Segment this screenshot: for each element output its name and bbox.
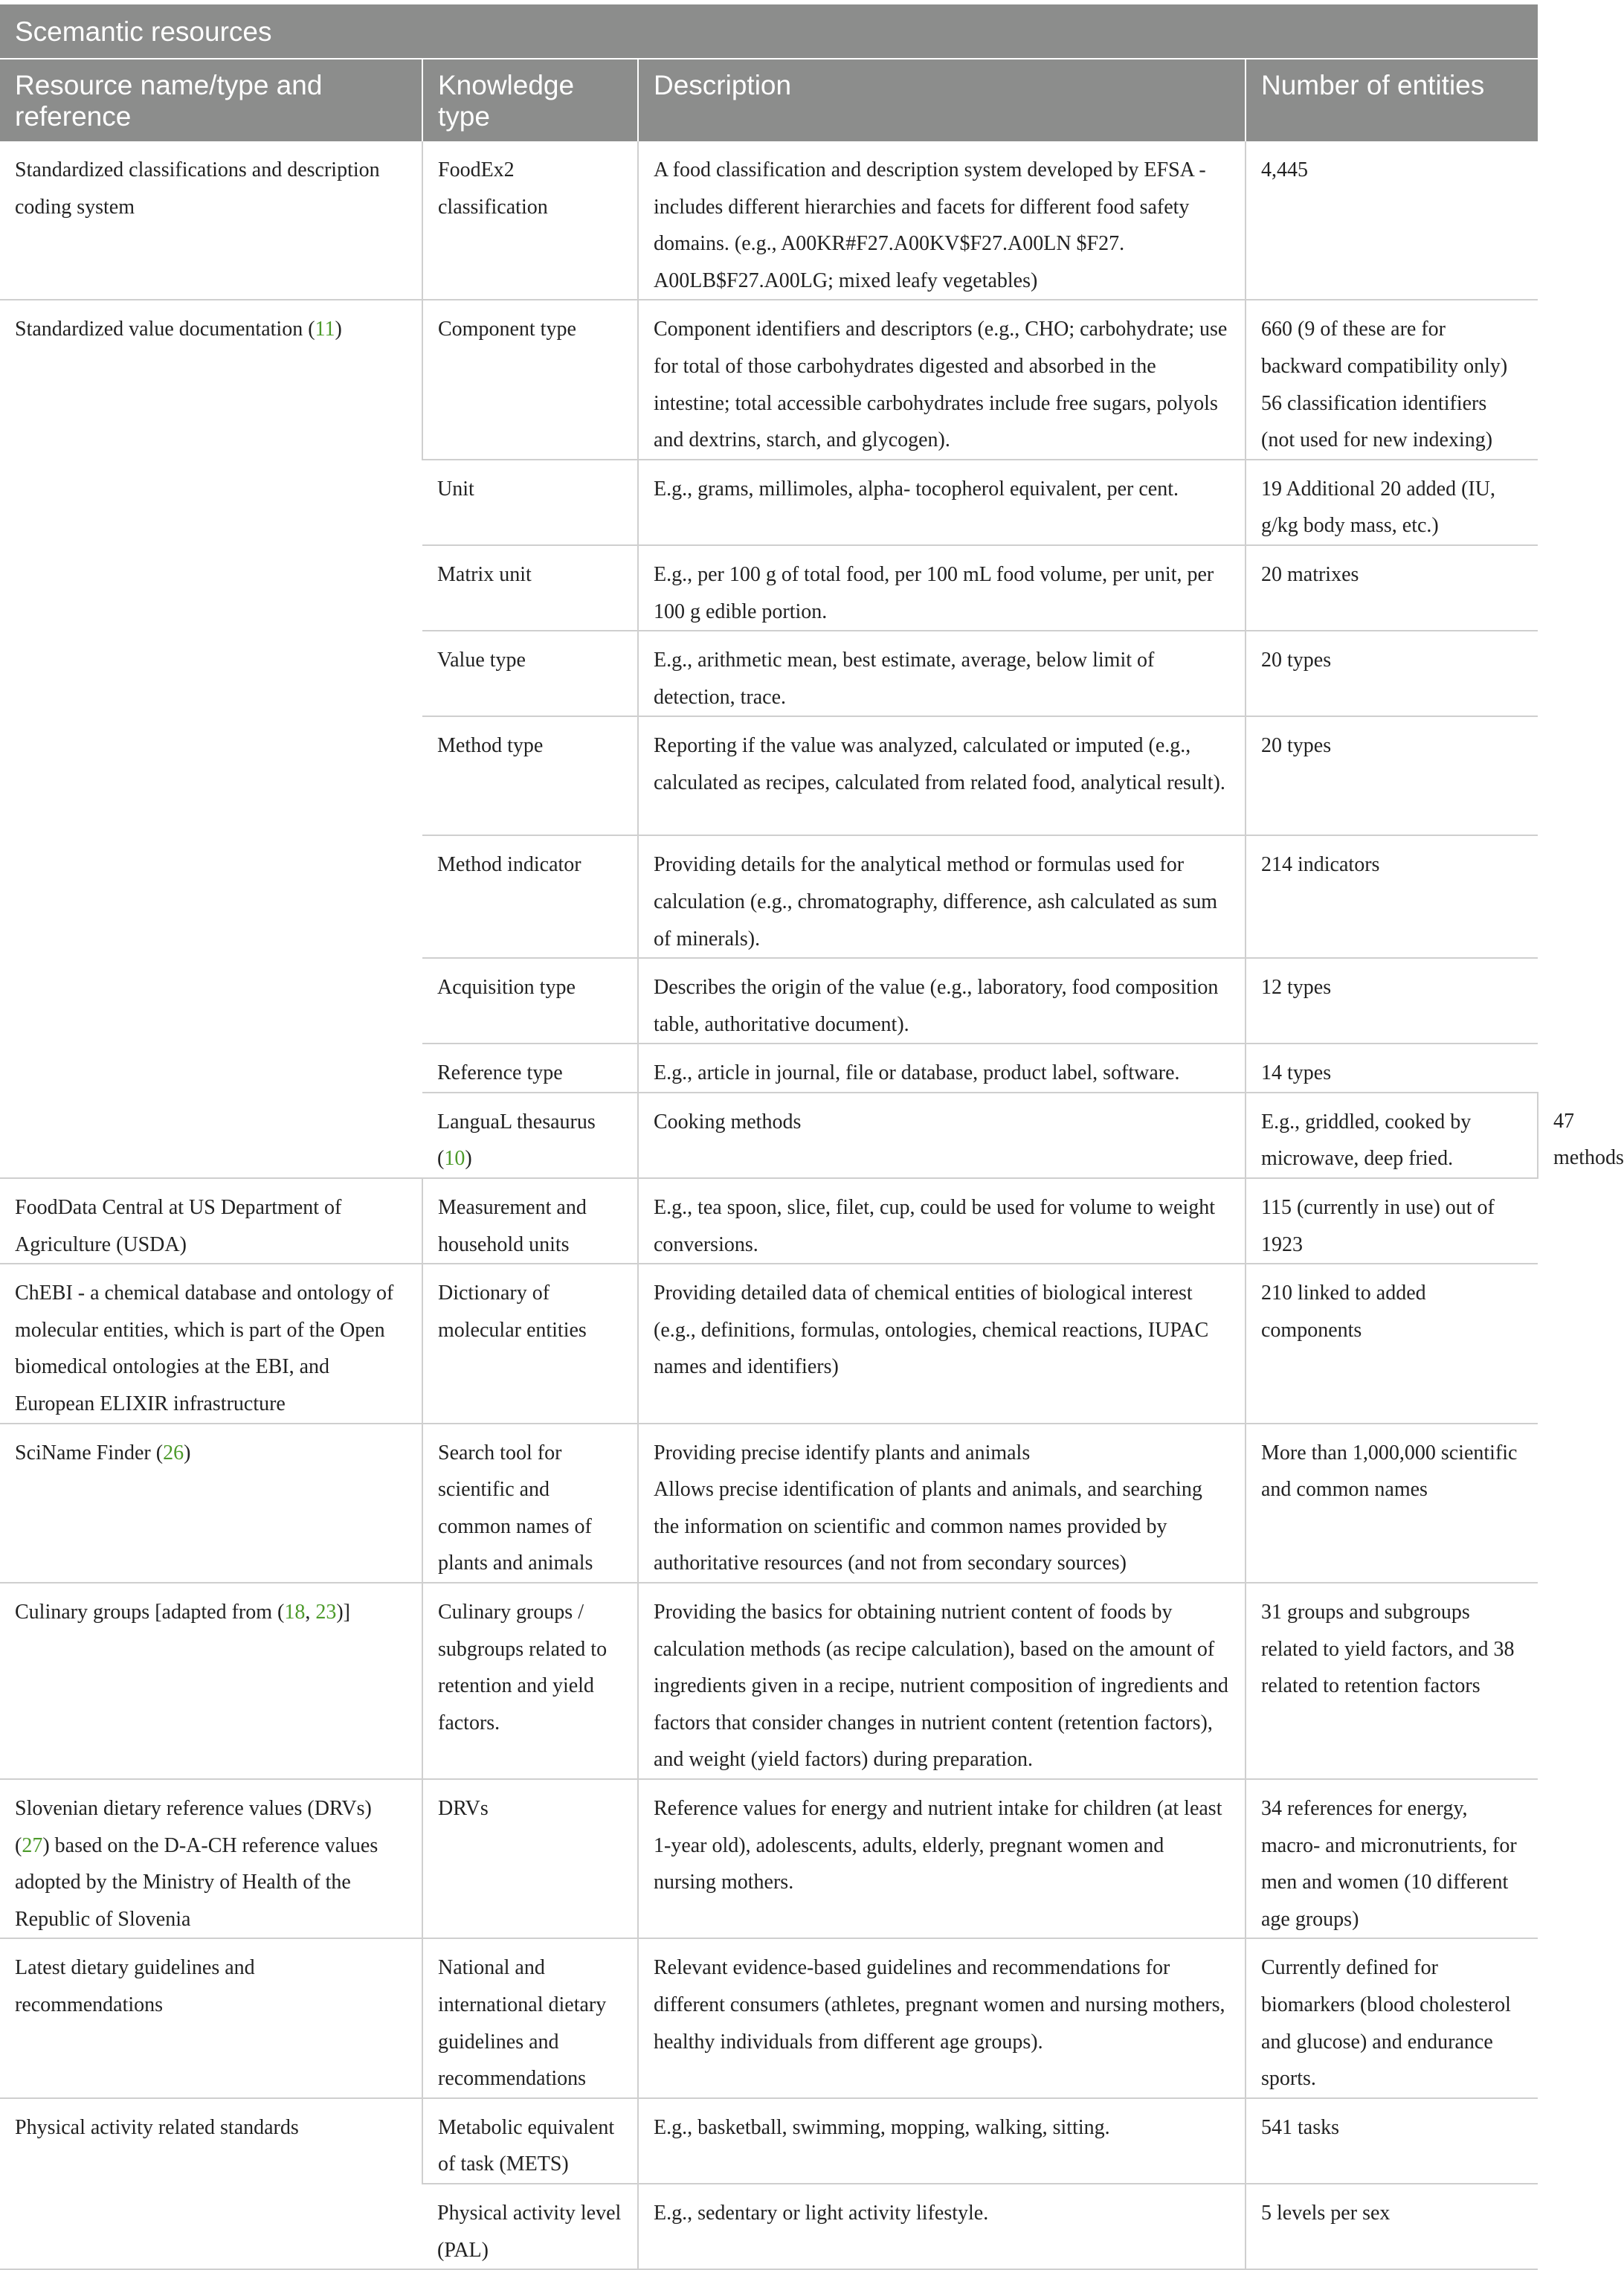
knowledge-type-cell: Reference type [422,1044,638,1093]
resource-name-cell: ChEBI - a chemical database and ontology of molecular entities, which is part of the Open biomedical ontologies at the EBI, and European ELIXIR infrastructure [0,1264,422,1423]
resources-table-page [0,4,1624,2270]
table-row [0,1264,1538,1423]
table-row [0,1424,1538,1583]
table-row [0,1178,1538,1264]
knowledge-type-cell: Search tool for scientific and common names of plants and animals [422,1424,638,1583]
resource-name-cell: Slovenian dietary reference values (DRVs) (27) based on the D-A-CH reference values adopted by the Ministry of Health of the Republic of Slovenia [0,1779,422,1938]
table-row [0,1938,1538,2097]
citation-link[interactable]: 10 [444,1147,465,1171]
knowledge-type-cell: DRVs [422,1779,638,1938]
description-cell: Reference values for energy and nutrient intake for children (at least 1-year old), adolescents, adults, elderly, pregnant women and nursing mothers. [638,1779,1246,1938]
description-cell: Providing precise identify plants and animals Allows precise identification of plants and animals, and searching the information on scientific and common names provided by authoritative resources (and not from secondary sources) [638,1424,1246,1583]
knowledge-type-cell: Cooking methods [638,1093,1246,1178]
resource-name-cell: SciName Finder (26) [0,1424,422,1583]
description-cell: A food classification and description system developed by EFSA - includes different hierarchies and facets for different food safety domains. (e.g., A00KR#F27.A00KV$F27.A00LN $F27. A00LB$F27.A00LG; mixed leafy vegetables) [638,141,1246,300]
resource-name-cell: Physical activity related standards [0,2098,422,2269]
knowledge-type-cell: Unit [422,460,638,545]
entities-cell: 660 (9 of these are for backward compatibility only) 56 classification identifiers (not used for new indexing) [1246,300,1538,459]
entities-cell: 214 indicators [1246,835,1538,958]
header-number-of-entities: Number of entities [1246,60,1538,141]
knowledge-type-cell: Dictionary of molecular entities [422,1264,638,1423]
knowledge-type-cell: Metabolic equivalent of task (METS) [422,2098,638,2184]
knowledge-type-cell: Method indicator [422,835,638,958]
resource-name-cell: FoodData Central at US Department of Agriculture (USDA) [0,1178,422,1264]
entities-cell: 20 types [1246,716,1538,835]
entities-cell: More than 1,000,000 scientific and common names [1246,1424,1538,1583]
resource-name-cell: Standardized classifications and description coding system [0,141,422,300]
citation-link[interactable]: 11 [315,318,335,341]
resource-name-cell: Standardized value documentation (11) [0,300,422,1178]
table-title: Scemantic resources [0,4,1538,60]
resource-name-cell: Latest dietary guidelines and recommendations [0,1938,422,2097]
knowledge-type-cell: Component type [422,300,638,459]
entities-cell: 20 types [1246,631,1538,716]
description-cell: Reporting if the value was analyzed, calculated or imputed (e.g., calculated as recipes, calculated from related food, analytical result). [638,716,1246,835]
entities-cell: 20 matrixes [1246,545,1538,631]
table-row [0,1779,1538,1938]
citation-link[interactable]: 23 [315,1601,337,1624]
resource-name-cell: Culinary groups [adapted from (18, 23)] [0,1583,422,1779]
citation-link[interactable]: 26 [163,1441,184,1464]
knowledge-type-cell: Method type [422,716,638,835]
knowledge-type-cell: National and international dietary guidelines and recommendations [422,1938,638,2097]
knowledge-type-cell: Measurement and household units [422,1178,638,1264]
resource-name-cell: LanguaL thesaurus (10) [422,1093,638,1178]
knowledge-type-cell: FoodEx2 classification [422,141,638,300]
description-cell: E.g., sedentary or light activity lifestyle. [638,2184,1246,2269]
table-row: LanguaL thesaurus (10) Cooking methods E.g., griddled, cooked by microwave, deep fried. 47 methods [0,1093,1538,1178]
knowledge-type-cell: Matrix unit [422,545,638,631]
description-cell: Providing detailed data of chemical entities of biological interest (e.g., definitions, formulas, ontologies, chemical reactions, IUPAC names and identifiers) [638,1264,1246,1423]
entities-cell: 31 groups and subgroups related to yield factors, and 38 related to retention factors [1246,1583,1538,1779]
knowledge-type-cell: Physical activity level (PAL) [422,2184,638,2269]
entities-cell: 210 linked to added components [1246,1264,1538,1423]
citation-link[interactable]: 18 [284,1601,306,1624]
header-description: Description [638,60,1246,141]
description-cell: E.g., grams, millimoles, alpha- tocopherol equivalent, per cent. [638,460,1246,545]
semantic-resources-table [0,60,1624,2270]
table-row [0,2098,1538,2184]
header-knowledge-type: Knowledge type [422,60,638,141]
citation-link[interactable]: 27 [22,1833,43,1857]
table-body [0,141,1624,2269]
description-cell: E.g., griddled, cooked by microwave, deep fried. [1246,1093,1538,1178]
entities-cell: 14 types [1246,1044,1538,1093]
header-row [0,60,1538,141]
description-cell: E.g., tea spoon, slice, filet, cup, could be used for volume to weight conversions. [638,1178,1246,1264]
description-cell: E.g., per 100 g of total food, per 100 mL food volume, per unit, per 100 g edible portion. [638,545,1246,631]
entities-cell: 12 types [1246,958,1538,1044]
description-cell: Describes the origin of the value (e.g., laboratory, food composition table, authoritative document). [638,958,1246,1044]
entities-cell: 4,445 [1246,141,1538,300]
knowledge-type-cell: Acquisition type [422,958,638,1044]
entities-cell: 19 Additional 20 added (IU, g/kg body mass, etc.) [1246,460,1538,545]
description-cell: Relevant evidence-based guidelines and recommendations for different consumers (athletes, pregnant women and nursing mothers, healthy individuals from different age groups). [638,1938,1246,2097]
description-cell: E.g., basketball, swimming, mopping, walking, sitting. [638,2098,1246,2184]
description-cell: Providing the basics for obtaining nutrient content of foods by calculation methods (as recipe calculation), based on the amount of ingredients given in a recipe, nutrient composition of ingredients and factors that consider changes in nutrient content (retention factors), and weight (yield factors) during preparation. [638,1583,1246,1779]
description-cell: E.g., article in journal, file or database, product label, software. [638,1044,1246,1093]
description-cell: Providing details for the analytical method or formulas used for calculation (e.g., chromatography, difference, ash calculated as sum of minerals). [638,835,1246,958]
entities-cell: 115 (currently in use) out of 1923 [1246,1178,1538,1264]
table-row [0,141,1538,300]
table-row [0,1583,1538,1779]
knowledge-type-cell: Value type [422,631,638,716]
header-resource-name: Resource name/type and reference [0,60,422,141]
entities-cell: 541 tasks [1246,2098,1538,2184]
description-cell: E.g., arithmetic mean, best estimate, average, below limit of detection, trace. [638,631,1246,716]
description-cell: Component identifiers and descriptors (e.g., CHO; carbohydrate; use for total of those carbohydrates digested and absorbed in the intestine; total accessible carbohydrates include free sugars, polyols and dextrins, starch, and glycogen). [638,300,1246,459]
entities-cell: 5 levels per sex [1246,2184,1538,2269]
knowledge-type-cell: Culinary groups / subgroups related to retention and yield factors. [422,1583,638,1779]
entities-cell: 34 references for energy, macro- and micronutrients, for men and women (10 different age groups) [1246,1779,1538,1938]
table-row [0,300,1538,459]
entities-cell: Currently defined for biomarkers (blood cholesterol and glucose) and endurance sports. [1246,1938,1538,2097]
